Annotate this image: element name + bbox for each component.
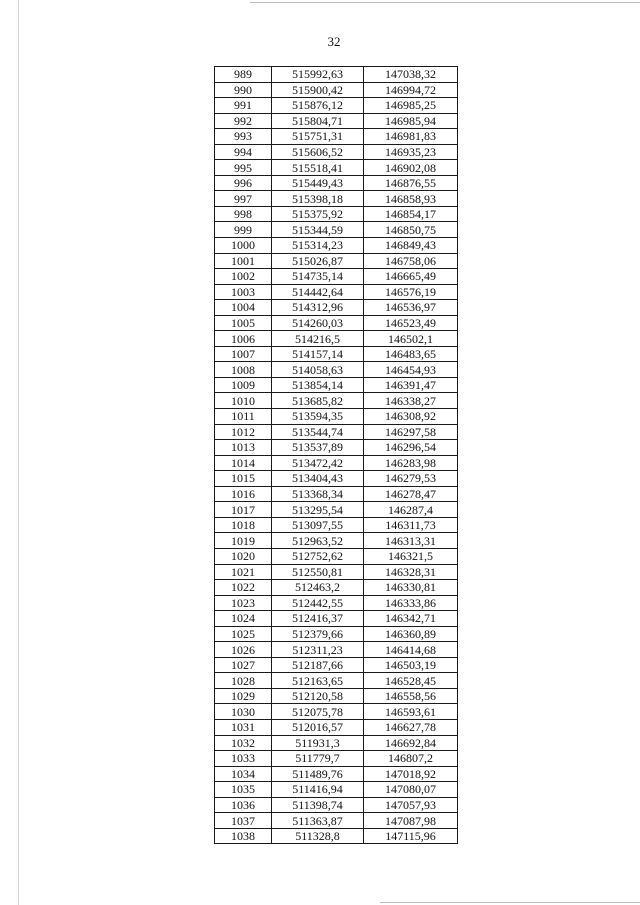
y-coordinate-cell: 146502,1 bbox=[364, 331, 458, 347]
x-coordinate-cell: 515314,23 bbox=[272, 238, 364, 254]
x-coordinate-cell: 512752,62 bbox=[272, 548, 364, 564]
y-coordinate-cell: 146665,49 bbox=[364, 269, 458, 285]
point-number-cell: 1011 bbox=[215, 409, 272, 425]
table-row bbox=[215, 346, 458, 362]
table-row bbox=[215, 191, 458, 207]
y-coordinate-cell: 147018,92 bbox=[364, 766, 458, 782]
table-row bbox=[215, 67, 458, 83]
point-number-cell: 989 bbox=[215, 67, 272, 83]
table-row bbox=[215, 144, 458, 160]
point-number-cell: 993 bbox=[215, 129, 272, 145]
x-coordinate-cell: 515344,59 bbox=[272, 222, 364, 238]
y-coordinate-cell: 146283,98 bbox=[364, 455, 458, 471]
point-number-cell: 1002 bbox=[215, 269, 272, 285]
table-row bbox=[215, 813, 458, 829]
y-coordinate-cell: 146330,81 bbox=[364, 580, 458, 596]
point-number-cell: 1007 bbox=[215, 346, 272, 362]
table-row bbox=[215, 502, 458, 518]
x-coordinate-cell: 512120,58 bbox=[272, 688, 364, 704]
point-number-cell: 1020 bbox=[215, 548, 272, 564]
coordinates-table bbox=[214, 66, 458, 844]
table-row bbox=[215, 828, 458, 844]
table-row bbox=[215, 751, 458, 767]
point-number-cell: 1033 bbox=[215, 751, 272, 767]
y-coordinate-cell: 146850,75 bbox=[364, 222, 458, 238]
x-coordinate-cell: 511416,94 bbox=[272, 782, 364, 798]
y-coordinate-cell: 146576,19 bbox=[364, 284, 458, 300]
point-number-cell: 1012 bbox=[215, 424, 272, 440]
x-coordinate-cell: 515449,43 bbox=[272, 175, 364, 191]
point-number-cell: 1010 bbox=[215, 393, 272, 409]
table-row bbox=[215, 98, 458, 114]
table-row bbox=[215, 362, 458, 378]
x-coordinate-cell: 515992,63 bbox=[272, 67, 364, 83]
point-number-cell: 999 bbox=[215, 222, 272, 238]
table-row bbox=[215, 206, 458, 222]
table-row bbox=[215, 253, 458, 269]
y-coordinate-cell: 146287,4 bbox=[364, 502, 458, 518]
x-coordinate-cell: 512463,2 bbox=[272, 580, 364, 596]
y-coordinate-cell: 146454,93 bbox=[364, 362, 458, 378]
x-coordinate-cell: 511779,7 bbox=[272, 751, 364, 767]
y-coordinate-cell: 146758,06 bbox=[364, 253, 458, 269]
table-row bbox=[215, 782, 458, 798]
y-coordinate-cell: 146333,86 bbox=[364, 595, 458, 611]
x-coordinate-cell: 513472,42 bbox=[272, 455, 364, 471]
table-row bbox=[215, 82, 458, 98]
point-number-cell: 995 bbox=[215, 160, 272, 176]
point-number-cell: 1016 bbox=[215, 486, 272, 502]
table-row bbox=[215, 704, 458, 720]
table-row bbox=[215, 580, 458, 596]
table-row bbox=[215, 160, 458, 176]
scan-edge-top bbox=[250, 2, 640, 3]
y-coordinate-cell: 146994,72 bbox=[364, 82, 458, 98]
x-coordinate-cell: 512416,37 bbox=[272, 611, 364, 627]
table-row bbox=[215, 471, 458, 487]
x-coordinate-cell: 515876,12 bbox=[272, 98, 364, 114]
point-number-cell: 1004 bbox=[215, 300, 272, 316]
y-coordinate-cell: 146483,65 bbox=[364, 346, 458, 362]
y-coordinate-cell: 147115,96 bbox=[364, 828, 458, 844]
point-number-cell: 1034 bbox=[215, 766, 272, 782]
y-coordinate-cell: 146360,89 bbox=[364, 626, 458, 642]
y-coordinate-cell: 146536,97 bbox=[364, 300, 458, 316]
point-number-cell: 1023 bbox=[215, 595, 272, 611]
table-row bbox=[215, 393, 458, 409]
y-coordinate-cell: 146296,54 bbox=[364, 440, 458, 456]
table-row bbox=[215, 238, 458, 254]
x-coordinate-cell: 513404,43 bbox=[272, 471, 364, 487]
x-coordinate-cell: 512075,78 bbox=[272, 704, 364, 720]
y-coordinate-cell: 146313,31 bbox=[364, 533, 458, 549]
table-row bbox=[215, 269, 458, 285]
x-coordinate-cell: 514058,63 bbox=[272, 362, 364, 378]
y-coordinate-cell: 146278,47 bbox=[364, 486, 458, 502]
x-coordinate-cell: 512550,81 bbox=[272, 564, 364, 580]
table-row bbox=[215, 735, 458, 751]
table-row bbox=[215, 222, 458, 238]
table-row bbox=[215, 175, 458, 191]
point-number-cell: 1028 bbox=[215, 673, 272, 689]
x-coordinate-cell: 514312,96 bbox=[272, 300, 364, 316]
point-number-cell: 1035 bbox=[215, 782, 272, 798]
x-coordinate-cell: 515751,31 bbox=[272, 129, 364, 145]
point-number-cell: 1038 bbox=[215, 828, 272, 844]
y-coordinate-cell: 146593,61 bbox=[364, 704, 458, 720]
x-coordinate-cell: 511931,3 bbox=[272, 735, 364, 751]
table-row bbox=[215, 331, 458, 347]
point-number-cell: 1024 bbox=[215, 611, 272, 627]
point-number-cell: 1036 bbox=[215, 797, 272, 813]
x-coordinate-cell: 515375,92 bbox=[272, 206, 364, 222]
y-coordinate-cell: 146627,78 bbox=[364, 719, 458, 735]
point-number-cell: 992 bbox=[215, 113, 272, 129]
point-number-cell: 1030 bbox=[215, 704, 272, 720]
x-coordinate-cell: 515026,87 bbox=[272, 253, 364, 269]
y-coordinate-cell: 146338,27 bbox=[364, 393, 458, 409]
y-coordinate-cell: 146876,55 bbox=[364, 175, 458, 191]
x-coordinate-cell: 515398,18 bbox=[272, 191, 364, 207]
y-coordinate-cell: 147038,32 bbox=[364, 67, 458, 83]
y-coordinate-cell: 146528,45 bbox=[364, 673, 458, 689]
y-coordinate-cell: 146858,93 bbox=[364, 191, 458, 207]
point-number-cell: 1005 bbox=[215, 315, 272, 331]
point-number-cell: 1031 bbox=[215, 719, 272, 735]
x-coordinate-cell: 513594,35 bbox=[272, 409, 364, 425]
y-coordinate-cell: 147087,98 bbox=[364, 813, 458, 829]
x-coordinate-cell: 512187,66 bbox=[272, 657, 364, 673]
x-coordinate-cell: 513368,34 bbox=[272, 486, 364, 502]
x-coordinate-cell: 514260,03 bbox=[272, 315, 364, 331]
point-number-cell: 1037 bbox=[215, 813, 272, 829]
point-number-cell: 998 bbox=[215, 206, 272, 222]
x-coordinate-cell: 515804,71 bbox=[272, 113, 364, 129]
y-coordinate-cell: 146297,58 bbox=[364, 424, 458, 440]
x-coordinate-cell: 515900,42 bbox=[272, 82, 364, 98]
point-number-cell: 994 bbox=[215, 144, 272, 160]
point-number-cell: 996 bbox=[215, 175, 272, 191]
point-number-cell: 1021 bbox=[215, 564, 272, 580]
table-row bbox=[215, 113, 458, 129]
point-number-cell: 1013 bbox=[215, 440, 272, 456]
table-row bbox=[215, 409, 458, 425]
y-coordinate-cell: 146503,19 bbox=[364, 657, 458, 673]
x-coordinate-cell: 514442,64 bbox=[272, 284, 364, 300]
y-coordinate-cell: 146935,23 bbox=[364, 144, 458, 160]
table-row bbox=[215, 440, 458, 456]
table-row bbox=[215, 455, 458, 471]
table-row bbox=[215, 517, 458, 533]
table-row bbox=[215, 377, 458, 393]
point-number-cell: 1001 bbox=[215, 253, 272, 269]
x-coordinate-cell: 515606,52 bbox=[272, 144, 364, 160]
x-coordinate-cell: 514157,14 bbox=[272, 346, 364, 362]
y-coordinate-cell: 146279,53 bbox=[364, 471, 458, 487]
point-number-cell: 1014 bbox=[215, 455, 272, 471]
x-coordinate-cell: 511328,8 bbox=[272, 828, 364, 844]
table-row bbox=[215, 564, 458, 580]
table-row bbox=[215, 626, 458, 642]
x-coordinate-cell: 512379,66 bbox=[272, 626, 364, 642]
x-coordinate-cell: 512963,52 bbox=[272, 533, 364, 549]
point-number-cell: 991 bbox=[215, 98, 272, 114]
table-row bbox=[215, 688, 458, 704]
x-coordinate-cell: 513854,14 bbox=[272, 377, 364, 393]
table-row bbox=[215, 719, 458, 735]
y-coordinate-cell: 146849,43 bbox=[364, 238, 458, 254]
point-number-cell: 997 bbox=[215, 191, 272, 207]
x-coordinate-cell: 513544,74 bbox=[272, 424, 364, 440]
coordinates-table-body bbox=[215, 67, 458, 844]
point-number-cell: 1015 bbox=[215, 471, 272, 487]
table-row bbox=[215, 284, 458, 300]
table-row bbox=[215, 766, 458, 782]
x-coordinate-cell: 514216,5 bbox=[272, 331, 364, 347]
y-coordinate-cell: 147080,07 bbox=[364, 782, 458, 798]
x-coordinate-cell: 513537,89 bbox=[272, 440, 364, 456]
point-number-cell: 1029 bbox=[215, 688, 272, 704]
point-number-cell: 1026 bbox=[215, 642, 272, 658]
point-number-cell: 1006 bbox=[215, 331, 272, 347]
x-coordinate-cell: 511489,76 bbox=[272, 766, 364, 782]
y-coordinate-cell: 146807,2 bbox=[364, 751, 458, 767]
x-coordinate-cell: 513295,54 bbox=[272, 502, 364, 518]
table-row bbox=[215, 424, 458, 440]
y-coordinate-cell: 146902,08 bbox=[364, 160, 458, 176]
y-coordinate-cell: 146414,68 bbox=[364, 642, 458, 658]
point-number-cell: 1017 bbox=[215, 502, 272, 518]
page-number: 32 bbox=[327, 34, 341, 49]
x-coordinate-cell: 512442,55 bbox=[272, 595, 364, 611]
y-coordinate-cell: 146321,5 bbox=[364, 548, 458, 564]
point-number-cell: 990 bbox=[215, 82, 272, 98]
point-number-cell: 1025 bbox=[215, 626, 272, 642]
y-coordinate-cell: 146854,17 bbox=[364, 206, 458, 222]
x-coordinate-cell: 515518,41 bbox=[272, 160, 364, 176]
y-coordinate-cell: 146985,25 bbox=[364, 98, 458, 114]
table-row bbox=[215, 642, 458, 658]
table-row bbox=[215, 315, 458, 331]
point-number-cell: 1022 bbox=[215, 580, 272, 596]
y-coordinate-cell: 146981,83 bbox=[364, 129, 458, 145]
y-coordinate-cell: 146308,92 bbox=[364, 409, 458, 425]
y-coordinate-cell: 146692,84 bbox=[364, 735, 458, 751]
y-coordinate-cell: 147057,93 bbox=[364, 797, 458, 813]
table-row bbox=[215, 486, 458, 502]
y-coordinate-cell: 146391,47 bbox=[364, 377, 458, 393]
table-row bbox=[215, 797, 458, 813]
table-row bbox=[215, 129, 458, 145]
x-coordinate-cell: 514735,14 bbox=[272, 269, 364, 285]
x-coordinate-cell: 511398,74 bbox=[272, 797, 364, 813]
x-coordinate-cell: 511363,87 bbox=[272, 813, 364, 829]
scan-edge-bottom bbox=[380, 902, 640, 903]
point-number-cell: 1003 bbox=[215, 284, 272, 300]
x-coordinate-cell: 512311,23 bbox=[272, 642, 364, 658]
table-row bbox=[215, 595, 458, 611]
point-number-cell: 1018 bbox=[215, 517, 272, 533]
table-row bbox=[215, 548, 458, 564]
y-coordinate-cell: 146311,73 bbox=[364, 517, 458, 533]
y-coordinate-cell: 146985,94 bbox=[364, 113, 458, 129]
table-row bbox=[215, 657, 458, 673]
y-coordinate-cell: 146342,71 bbox=[364, 611, 458, 627]
table-row bbox=[215, 533, 458, 549]
point-number-cell: 1019 bbox=[215, 533, 272, 549]
point-number-cell: 1009 bbox=[215, 377, 272, 393]
y-coordinate-cell: 146328,31 bbox=[364, 564, 458, 580]
point-number-cell: 1027 bbox=[215, 657, 272, 673]
point-number-cell: 1008 bbox=[215, 362, 272, 378]
y-coordinate-cell: 146558,56 bbox=[364, 688, 458, 704]
point-number-cell: 1000 bbox=[215, 238, 272, 254]
x-coordinate-cell: 512163,65 bbox=[272, 673, 364, 689]
x-coordinate-cell: 513097,55 bbox=[272, 517, 364, 533]
table-row bbox=[215, 611, 458, 627]
x-coordinate-cell: 513685,82 bbox=[272, 393, 364, 409]
table-row bbox=[215, 673, 458, 689]
point-number-cell: 1032 bbox=[215, 735, 272, 751]
y-coordinate-cell: 146523,49 bbox=[364, 315, 458, 331]
table-row bbox=[215, 300, 458, 316]
x-coordinate-cell: 512016,57 bbox=[272, 719, 364, 735]
scan-edge-left bbox=[18, 0, 19, 905]
